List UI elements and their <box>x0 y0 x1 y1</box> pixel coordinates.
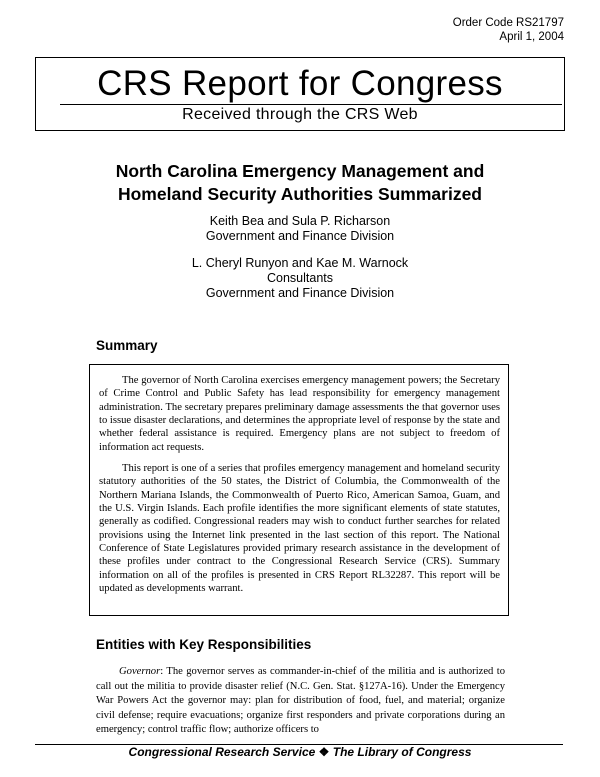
summary-heading: Summary <box>96 338 158 353</box>
report-date: April 1, 2004 <box>499 31 564 43</box>
author-role: Consultants <box>266 271 333 285</box>
author-group-1 <box>0 214 600 244</box>
governor-label: Governor <box>119 666 161 677</box>
document-title-line1: North Carolina Emergency Management and <box>115 161 485 181</box>
masthead-subtitle: Received through the CRS Web <box>182 106 418 123</box>
summary-paragraph-2: This report is one of a series that profiles emergency management and homeland security statutory authorities of the 50 states, the District of Columbia, the Commonwealth of the Northern Mariana Islands, the Commonwealth of Puerto Rico, American Samoa, Guam, and the U.S. Virgin Islands. Each profile identifies the more significant elements of state statutes, generally as codified. Congressional readers may wish to conduct further searches for related provisions using the Internet link presented in the last section of this report. The National Conference of State Legislatures provided primary research assistance in the development of these profiles under contract to the Congressional Research Service (CRS). Summary information on all of the profiles is presented in CRS Report RL32287. This report will be updated as developments warrant. <box>99 463 500 595</box>
footer-crs: Congressional Research Service <box>128 745 316 759</box>
footer-loc: The Library of Congress <box>332 745 472 759</box>
order-code-block <box>453 16 564 44</box>
author-group-2 <box>0 256 600 301</box>
author-affiliation: Government and Finance Division <box>205 229 395 243</box>
document-title-line2: Homeland Security Authorities Summarized <box>117 184 482 204</box>
masthead-title: CRS Report for Congress <box>97 64 503 103</box>
entities-heading: Entities with Key Responsibilities <box>96 637 312 652</box>
summary-box <box>89 364 509 616</box>
author-names: L. Cheryl Runyon and Kae M. Warnock <box>191 256 409 270</box>
diamond-separator-icon: ❖ <box>318 745 330 759</box>
author-names: Keith Bea and Sula P. Richarson <box>209 214 391 228</box>
governor-paragraph <box>96 665 505 738</box>
governor-text: : The governor serves as commander-in-chief of the militia and is authorized to call out the militia to provide disaster relief (N.C. Gen. Stat. §127A-16). Under the Emergency War Powers Act the governor may: plan for distribution of food, fuel, and material; organize civil defense; require evacuations; organize first responders and private corporations during an emergency; control traffic flow; authorize officers to <box>96 666 505 735</box>
author-affiliation: Government and Finance Division <box>205 286 395 300</box>
order-code: Order Code RS21797 <box>452 17 564 29</box>
masthead <box>35 57 565 131</box>
summary-paragraph-1: The governor of North Carolina exercises emergency management powers; the Secretary of Crime Control and Public Safety has lead responsibility for emergency management administration. The secretary prepares preliminary damage assessments the that governor uses to issue disaster declarations, and determines the appropriate level of response by the state and whether federal assistance is required. Emergency plans are not subject to freedom of information act requests. <box>99 375 500 453</box>
footer <box>0 745 600 760</box>
document-title <box>60 160 540 206</box>
